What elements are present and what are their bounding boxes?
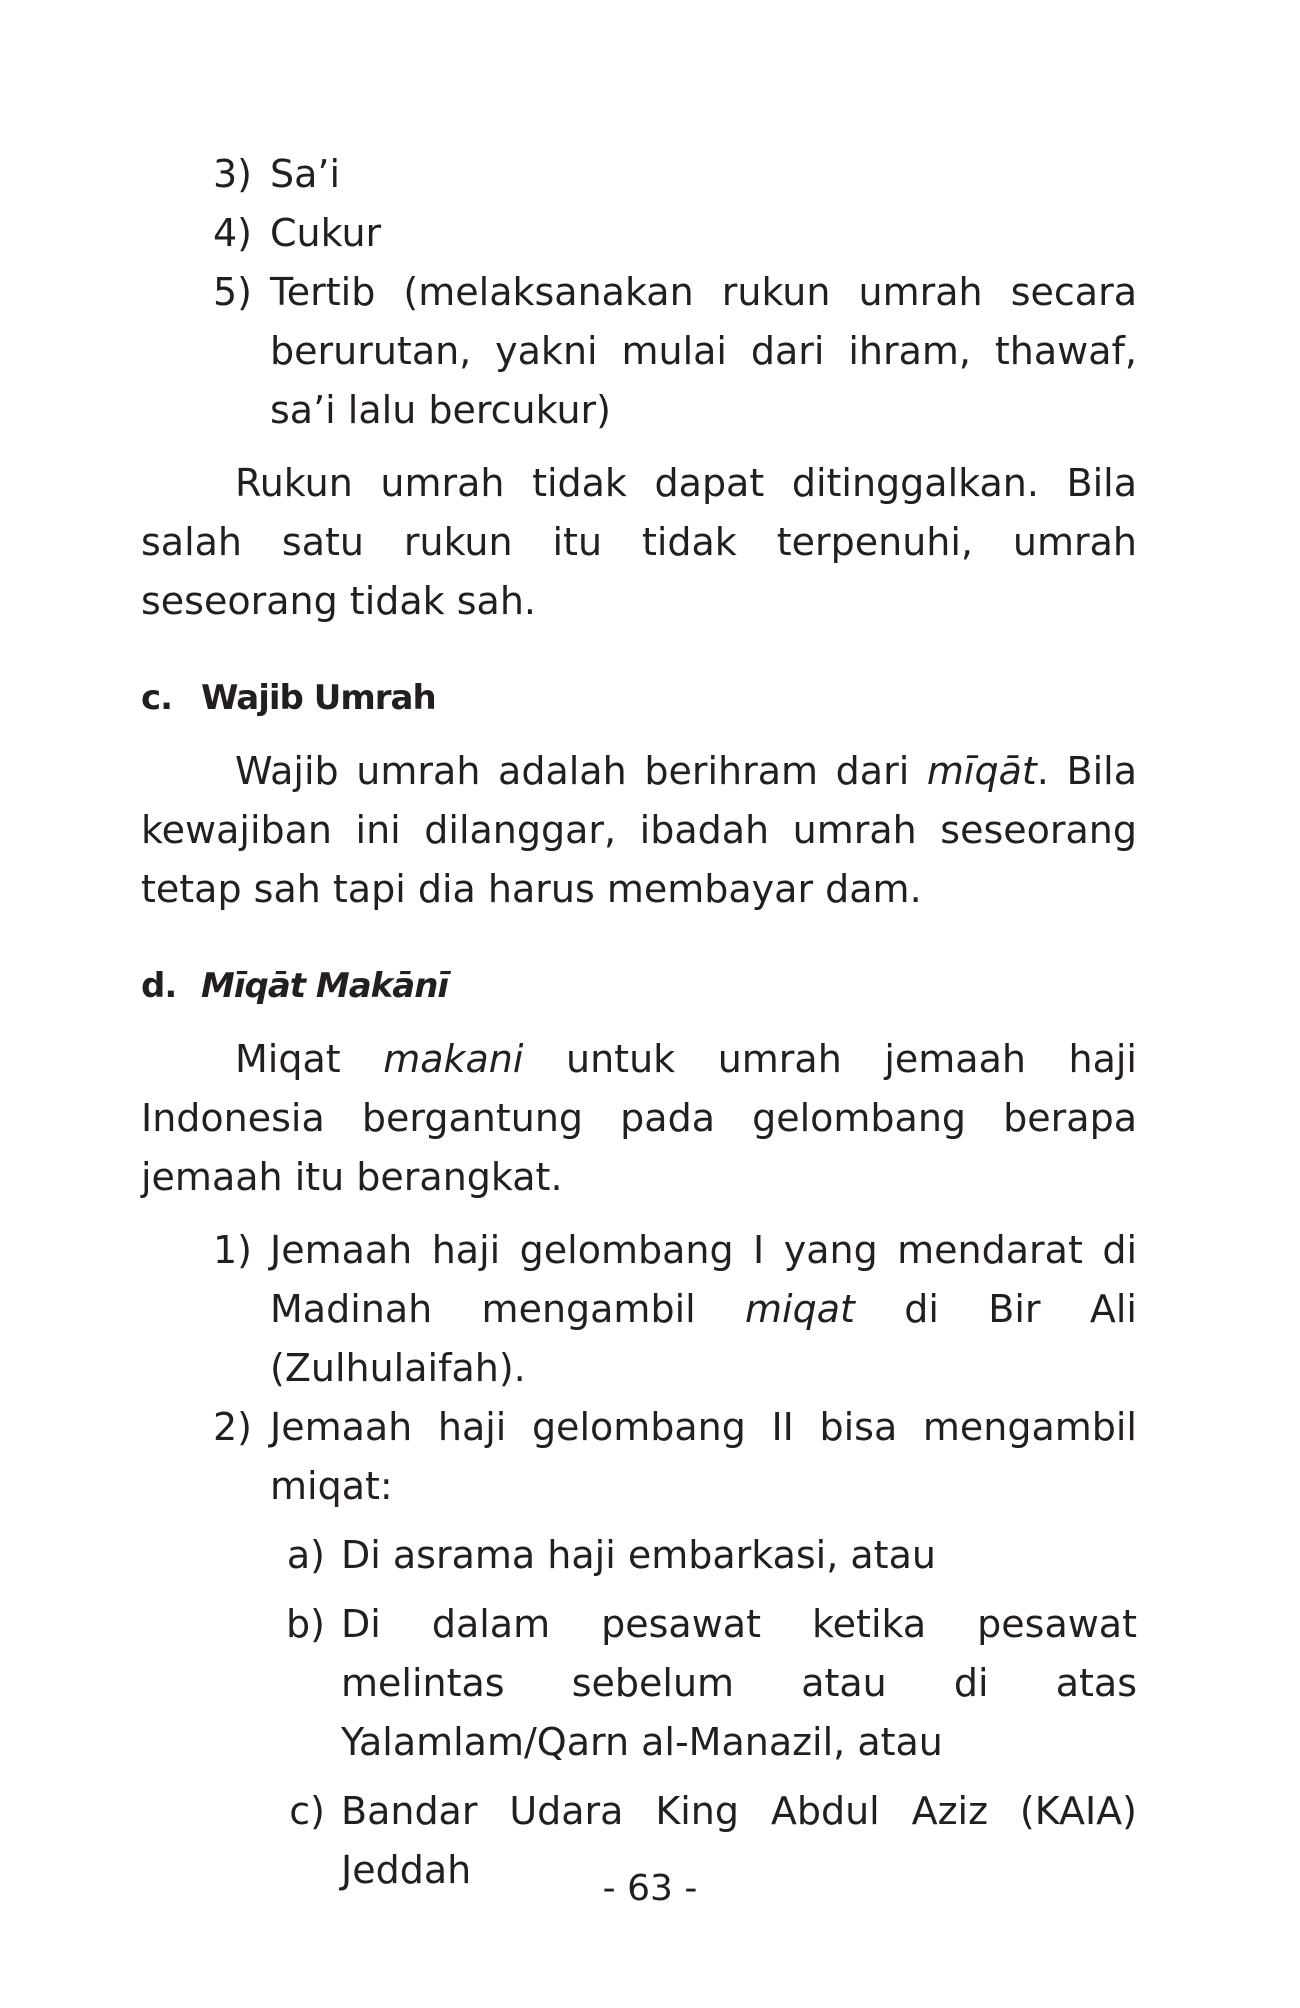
list-item <box>141 145 1137 204</box>
sublist-text: Di dalam pesawat ketika pesawat melintas sebelum atau di atas Yalamlam/Qarn al-Manazil, atau <box>341 1602 1137 1764</box>
paragraph-wajib <box>141 742 1137 919</box>
section-heading-d <box>141 957 1137 1016</box>
heading-letter: d. <box>141 966 177 1006</box>
list-text: Cukur <box>270 211 382 255</box>
paragraph-miqat <box>141 1030 1137 1207</box>
text-run: di Bir Ali (Zulhulaifah). <box>270 1287 1137 1390</box>
rukun-list <box>141 145 1137 440</box>
list-number: 4) <box>212 211 252 255</box>
list-number: 1) <box>212 1228 252 1272</box>
section-heading-c <box>141 669 1137 728</box>
list-item <box>141 1221 1137 1398</box>
list-item <box>141 1398 1137 1516</box>
text-run: . Bila kewajiban ini dilanggar, ibadah umrah seseorang tetap sah tapi dia harus membayar dam. <box>141 749 1137 911</box>
text-run: Wajib umrah adalah berihram dari <box>235 749 927 793</box>
sublist-text: Bandar Udara King Abdul Aziz (KAIA) Jeddah <box>341 1789 1137 1892</box>
heading-letter: c. <box>141 678 173 718</box>
list-number: 3) <box>212 152 252 196</box>
sublist-text: Di asrama haji embarkasi, atau <box>341 1533 936 1577</box>
list-text: Tertib (melaksanakan rukun umrah secara berurutan, yakni mulai dari ihram, thawaf, sa’i lalu bercukur) <box>270 270 1137 432</box>
list-item <box>141 204 1137 263</box>
heading-title: Mīqāt Makānī <box>201 966 449 1006</box>
text-run: untuk umrah jemaah haji Indonesia bergantung pada gelombang berapa jemaah itu berangkat. <box>141 1037 1137 1199</box>
text-run: Jemaah haji gelombang I yang mendarat di Madinah mengambil <box>270 1228 1137 1331</box>
sublist-letter: c) <box>289 1789 325 1833</box>
miqat-list <box>141 1221 1137 1900</box>
list-item <box>141 263 1137 440</box>
sublist-item <box>141 1595 1137 1772</box>
list-number: 5) <box>212 270 252 314</box>
paragraph-rukun: Rukun umrah tidak dapat ditinggalkan. Bila salah satu rukun itu tidak terpenuhi, umrah seseorang tidak sah. <box>141 461 1137 623</box>
page-content <box>141 145 1137 1900</box>
list-text: Jemaah haji gelombang II bisa mengambil miqat: <box>270 1405 1137 1508</box>
list-number: 2) <box>212 1405 252 1449</box>
page-number: - 63 - <box>602 1868 698 1909</box>
heading-title: Wajib Umrah <box>201 678 436 718</box>
sublist-letter: b) <box>286 1602 325 1646</box>
italic-term: miqat <box>745 1287 855 1331</box>
list-text: Sa’i <box>270 152 341 196</box>
italic-term: mīqāt <box>926 749 1037 793</box>
sublist-letter: a) <box>286 1533 325 1577</box>
sublist-item <box>141 1526 1137 1585</box>
text-run: Miqat <box>235 1037 384 1081</box>
list-text <box>270 1221 1137 1398</box>
italic-term: makani <box>383 1037 524 1081</box>
